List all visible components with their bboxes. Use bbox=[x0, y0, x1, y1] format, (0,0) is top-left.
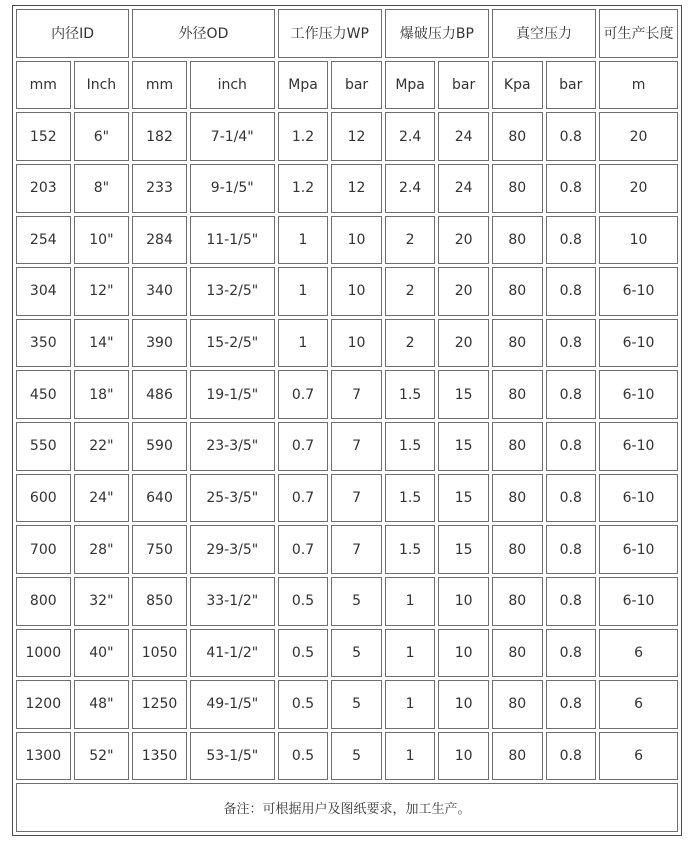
table-cell: 0.5 bbox=[278, 629, 329, 678]
table-cell: 15 bbox=[438, 525, 489, 574]
table-cell: 20 bbox=[599, 164, 678, 213]
table-cell: 15 bbox=[438, 370, 489, 419]
table-cell: 1 bbox=[385, 577, 436, 626]
header-inner-diameter: 内径ID bbox=[16, 9, 129, 58]
table-cell: 80 bbox=[492, 422, 543, 471]
table-cell: 0.8 bbox=[546, 680, 597, 729]
table-cell: 0.8 bbox=[546, 474, 597, 523]
table-cell: 13-2/5" bbox=[190, 267, 275, 316]
note-row bbox=[16, 783, 678, 832]
table-cell: 233 bbox=[132, 164, 187, 213]
table-cell: 80 bbox=[492, 112, 543, 161]
table-cell: 2.4 bbox=[385, 112, 436, 161]
table-cell: 1.5 bbox=[385, 422, 436, 471]
note-text: 备注：可根据用户及图纸要求，加工生产。 bbox=[16, 783, 678, 832]
table-cell: 1 bbox=[385, 629, 436, 678]
table-cell: 390 bbox=[132, 319, 187, 368]
table-cell: 24 bbox=[438, 164, 489, 213]
table-cell: 6 bbox=[599, 680, 678, 729]
table-cell: 590 bbox=[132, 422, 187, 471]
table-cell: 20 bbox=[599, 112, 678, 161]
table-cell: 48" bbox=[74, 680, 130, 729]
table-cell: 1.5 bbox=[385, 525, 436, 574]
header-outer-diameter: 外径OD bbox=[132, 9, 275, 58]
table-cell: 80 bbox=[492, 267, 543, 316]
table-row bbox=[16, 422, 678, 471]
table-cell: 41-1/2" bbox=[190, 629, 275, 678]
table-row bbox=[16, 164, 678, 213]
table-cell: 450 bbox=[16, 370, 71, 419]
hose-spec-table bbox=[12, 5, 682, 836]
table-cell: 10 bbox=[438, 577, 489, 626]
table-cell: 1 bbox=[385, 680, 436, 729]
table-cell: 0.8 bbox=[546, 629, 597, 678]
table-cell: 19-1/5" bbox=[190, 370, 275, 419]
table-cell: 1 bbox=[385, 732, 436, 781]
unit-cell: Kpa bbox=[492, 61, 543, 110]
table-cell: 6-10 bbox=[599, 319, 678, 368]
unit-header-row bbox=[16, 61, 678, 110]
table-cell: 8" bbox=[74, 164, 130, 213]
table-cell: 1 bbox=[278, 216, 329, 265]
table-cell: 6-10 bbox=[599, 267, 678, 316]
table-cell: 10 bbox=[331, 267, 382, 316]
table-cell: 0.5 bbox=[278, 577, 329, 626]
table-cell: 1.2 bbox=[278, 112, 329, 161]
table-cell: 80 bbox=[492, 319, 543, 368]
table-cell: 550 bbox=[16, 422, 71, 471]
unit-cell: mm bbox=[132, 61, 187, 110]
table-row bbox=[16, 474, 678, 523]
table-cell: 32" bbox=[74, 577, 130, 626]
table-cell: 12" bbox=[74, 267, 130, 316]
table-row bbox=[16, 216, 678, 265]
unit-cell: bar bbox=[438, 61, 489, 110]
table-cell: 0.8 bbox=[546, 732, 597, 781]
table-cell: 0.7 bbox=[278, 422, 329, 471]
table-cell: 80 bbox=[492, 680, 543, 729]
table-cell: 1.2 bbox=[278, 164, 329, 213]
unit-cell: Mpa bbox=[385, 61, 436, 110]
table-cell: 640 bbox=[132, 474, 187, 523]
table-cell: 0.8 bbox=[546, 370, 597, 419]
table-cell: 20 bbox=[438, 267, 489, 316]
table-cell: 10 bbox=[599, 216, 678, 265]
table-cell: 254 bbox=[16, 216, 71, 265]
table-cell: 1200 bbox=[16, 680, 71, 729]
table-cell: 15 bbox=[438, 474, 489, 523]
table-cell: 25-3/5" bbox=[190, 474, 275, 523]
table-cell: 7 bbox=[331, 525, 382, 574]
table-cell: 23-3/5" bbox=[190, 422, 275, 471]
table-cell: 700 bbox=[16, 525, 71, 574]
header-burst-pressure: 爆破压力BP bbox=[385, 9, 489, 58]
table-cell: 7-1/4" bbox=[190, 112, 275, 161]
table-cell: 11-1/5" bbox=[190, 216, 275, 265]
table-row bbox=[16, 319, 678, 368]
table-cell: 0.8 bbox=[546, 525, 597, 574]
table-cell: 203 bbox=[16, 164, 71, 213]
unit-cell: bar bbox=[331, 61, 382, 110]
table-cell: 6-10 bbox=[599, 370, 678, 419]
table-cell: 10 bbox=[331, 216, 382, 265]
table-cell: 2.4 bbox=[385, 164, 436, 213]
header-length: 可生产长度 bbox=[599, 9, 678, 58]
table-cell: 10 bbox=[438, 732, 489, 781]
unit-cell: Mpa bbox=[278, 61, 329, 110]
table-cell: 182 bbox=[132, 112, 187, 161]
table-cell: 80 bbox=[492, 164, 543, 213]
table-row bbox=[16, 112, 678, 161]
table-cell: 600 bbox=[16, 474, 71, 523]
table-cell: 40" bbox=[74, 629, 130, 678]
table-cell: 80 bbox=[492, 525, 543, 574]
table-cell: 1250 bbox=[132, 680, 187, 729]
table-cell: 0.7 bbox=[278, 474, 329, 523]
table-row bbox=[16, 370, 678, 419]
spec-table-container bbox=[12, 5, 682, 836]
table-cell: 53-1/5" bbox=[190, 732, 275, 781]
table-cell: 0.7 bbox=[278, 525, 329, 574]
table-cell: 52" bbox=[74, 732, 130, 781]
table-cell: 6-10 bbox=[599, 525, 678, 574]
table-cell: 22" bbox=[74, 422, 130, 471]
table-cell: 10 bbox=[438, 680, 489, 729]
table-cell: 152 bbox=[16, 112, 71, 161]
table-cell: 0.8 bbox=[546, 216, 597, 265]
table-cell: 10 bbox=[331, 319, 382, 368]
table-row bbox=[16, 629, 678, 678]
table-cell: 9-1/5" bbox=[190, 164, 275, 213]
table-cell: 750 bbox=[132, 525, 187, 574]
unit-cell: bar bbox=[546, 61, 597, 110]
table-row bbox=[16, 680, 678, 729]
table-cell: 14" bbox=[74, 319, 130, 368]
header-working-pressure: 工作压力WP bbox=[278, 9, 382, 58]
table-cell: 6-10 bbox=[599, 577, 678, 626]
table-cell: 29-3/5" bbox=[190, 525, 275, 574]
table-cell: 12 bbox=[331, 112, 382, 161]
table-cell: 0.7 bbox=[278, 370, 329, 419]
table-cell: 80 bbox=[492, 577, 543, 626]
table-cell: 1.5 bbox=[385, 370, 436, 419]
table-cell: 850 bbox=[132, 577, 187, 626]
table-cell: 6 bbox=[599, 732, 678, 781]
table-cell: 80 bbox=[492, 474, 543, 523]
table-cell: 2 bbox=[385, 216, 436, 265]
table-cell: 6-10 bbox=[599, 422, 678, 471]
table-cell: 0.8 bbox=[546, 422, 597, 471]
table-cell: 1300 bbox=[16, 732, 71, 781]
table-cell: 6-10 bbox=[599, 474, 678, 523]
table-cell: 80 bbox=[492, 732, 543, 781]
table-cell: 10 bbox=[438, 629, 489, 678]
table-cell: 10" bbox=[74, 216, 130, 265]
table-cell: 0.8 bbox=[546, 267, 597, 316]
table-row bbox=[16, 577, 678, 626]
table-cell: 6" bbox=[74, 112, 130, 161]
table-cell: 304 bbox=[16, 267, 71, 316]
table-cell: 15 bbox=[438, 422, 489, 471]
unit-cell: Inch bbox=[74, 61, 130, 110]
table-cell: 7 bbox=[331, 370, 382, 419]
unit-cell: mm bbox=[16, 61, 71, 110]
table-cell: 80 bbox=[492, 370, 543, 419]
table-cell: 800 bbox=[16, 577, 71, 626]
table-cell: 1350 bbox=[132, 732, 187, 781]
table-cell: 24 bbox=[438, 112, 489, 161]
table-cell: 5 bbox=[331, 732, 382, 781]
table-cell: 15-2/5" bbox=[190, 319, 275, 368]
table-cell: 0.8 bbox=[546, 319, 597, 368]
table-cell: 5 bbox=[331, 577, 382, 626]
table-cell: 0.5 bbox=[278, 732, 329, 781]
table-row bbox=[16, 267, 678, 316]
table-cell: 28" bbox=[74, 525, 130, 574]
table-cell: 0.8 bbox=[546, 164, 597, 213]
table-cell: 49-1/5" bbox=[190, 680, 275, 729]
table-cell: 7 bbox=[331, 422, 382, 471]
table-cell: 5 bbox=[331, 629, 382, 678]
table-cell: 12 bbox=[331, 164, 382, 213]
table-cell: 486 bbox=[132, 370, 187, 419]
table-cell: 340 bbox=[132, 267, 187, 316]
table-row bbox=[16, 732, 678, 781]
unit-cell: inch bbox=[190, 61, 275, 110]
table-cell: 2 bbox=[385, 267, 436, 316]
table-cell: 1 bbox=[278, 319, 329, 368]
table-cell: 284 bbox=[132, 216, 187, 265]
table-cell: 0.8 bbox=[546, 577, 597, 626]
table-cell: 20 bbox=[438, 319, 489, 368]
table-cell: 1 bbox=[278, 267, 329, 316]
group-header-row bbox=[16, 9, 678, 58]
table-cell: 0.8 bbox=[546, 112, 597, 161]
table-cell: 20 bbox=[438, 216, 489, 265]
table-cell: 80 bbox=[492, 216, 543, 265]
table-cell: 7 bbox=[331, 474, 382, 523]
table-cell: 80 bbox=[492, 629, 543, 678]
table-row bbox=[16, 525, 678, 574]
table-cell: 33-1/2" bbox=[190, 577, 275, 626]
table-cell: 2 bbox=[385, 319, 436, 368]
table-cell: 0.5 bbox=[278, 680, 329, 729]
header-vacuum-pressure: 真空压力 bbox=[492, 9, 596, 58]
unit-cell: m bbox=[599, 61, 678, 110]
table-cell: 5 bbox=[331, 680, 382, 729]
table-cell: 1000 bbox=[16, 629, 71, 678]
table-cell: 18" bbox=[74, 370, 130, 419]
table-cell: 1.5 bbox=[385, 474, 436, 523]
table-cell: 350 bbox=[16, 319, 71, 368]
table-cell: 6 bbox=[599, 629, 678, 678]
table-cell: 1050 bbox=[132, 629, 187, 678]
table-cell: 24" bbox=[74, 474, 130, 523]
